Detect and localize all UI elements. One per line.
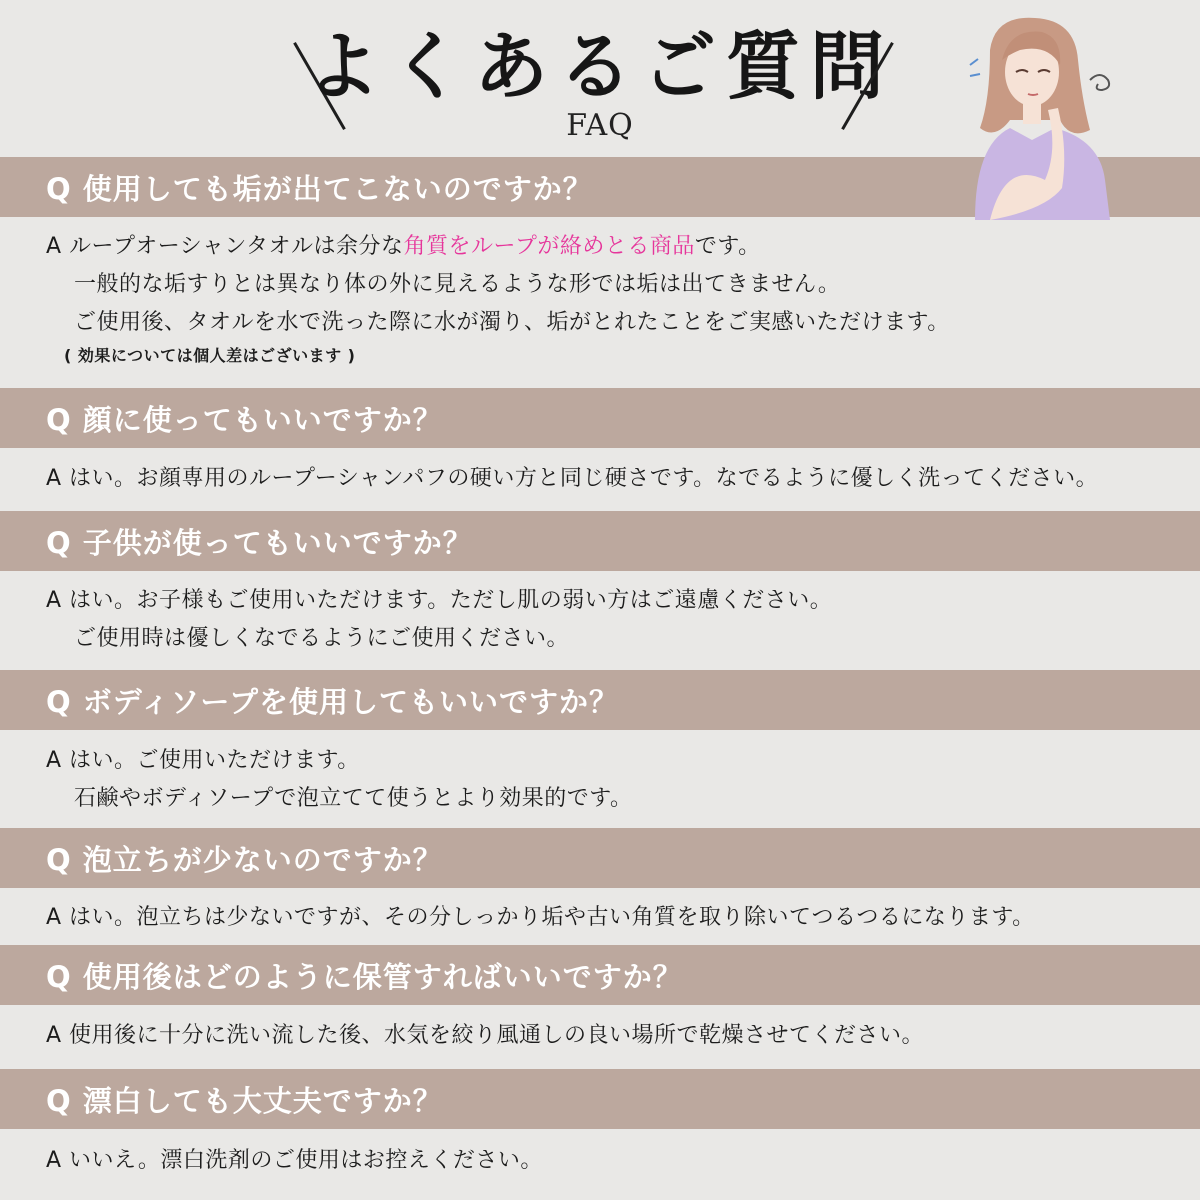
faq-answer-3 (0, 582, 1200, 658)
answer-line: 一般的な垢すりとは異なり体の外に見えるような形では垢は出てきません。 (74, 272, 841, 297)
faq-question-5: Q 泡立ちが少ないのですか？ (0, 828, 1200, 888)
answer-line: ご使用後、タオルを水で洗った際に水が濁り、垢がとれたことをご実感いただけます。 (74, 310, 950, 335)
answer-line (46, 228, 1200, 266)
faq-question-1: Q 使用しても垢が出てこないのですか？ (0, 157, 1200, 217)
faq-answer-6 (0, 1017, 1200, 1055)
faq-answer-4 (0, 742, 1200, 818)
answer-line: ご使用時は優しくなでるようにご使用ください。 (74, 626, 570, 651)
faq-question-7: Q 漂白しても大丈夫ですか？ (0, 1069, 1200, 1129)
answer-text: です。 (694, 234, 761, 259)
page-title: よくあるご質問 (306, 24, 894, 110)
answer-line: A はい。ご使用いただけます。 (46, 748, 360, 773)
thinking-woman-illustration (950, 10, 1120, 220)
answer-highlight: 角質をループが絡めとる商品 (403, 234, 695, 259)
faq-answer-2 (0, 460, 1200, 498)
answer-line: 石鹸やボディソープで泡立てて使うとより効果的です。 (74, 786, 633, 811)
answer-line: A いいえ。漂白洗剤のご使用はお控えください。 (46, 1148, 543, 1173)
faq-question-4: Q ボディソープを使用してもいいですか？ (0, 670, 1200, 730)
faq-question-2: Q 顔に使ってもいいですか？ (0, 388, 1200, 448)
answer-line: A はい。泡立ちは少ないですが、その分しっかり垢や古い角質を取り除いてつるつるになります。 (46, 905, 1035, 930)
answer-line: A はい。お子様もご使用いただけます。ただし肌の弱い方はご遠慮ください。 (46, 588, 833, 613)
faq-answer-7 (0, 1142, 1200, 1180)
page-subtitle: FAQ (566, 108, 634, 143)
answer-line: A はい。お顔専用のループーシャンパフの硬い方と同じ硬さです。なでるように優しく洗ってください。 (46, 466, 1099, 491)
faq-question-6: Q 使用後はどのように保管すればいいですか？ (0, 945, 1200, 1005)
faq-answer-1 (0, 228, 1200, 370)
faq-question-3: Q 子供が使ってもいいですか？ (0, 511, 1200, 571)
answer-note: ( 効果については個人差はございます ) (64, 346, 356, 365)
answer-line: A 使用後に十分に洗い流した後、水気を絞り風通しの良い場所で乾燥させてください。 (46, 1023, 925, 1048)
answer-text: A ループオーシャンタオルは余分な (46, 234, 404, 259)
faq-answer-5 (0, 899, 1200, 937)
